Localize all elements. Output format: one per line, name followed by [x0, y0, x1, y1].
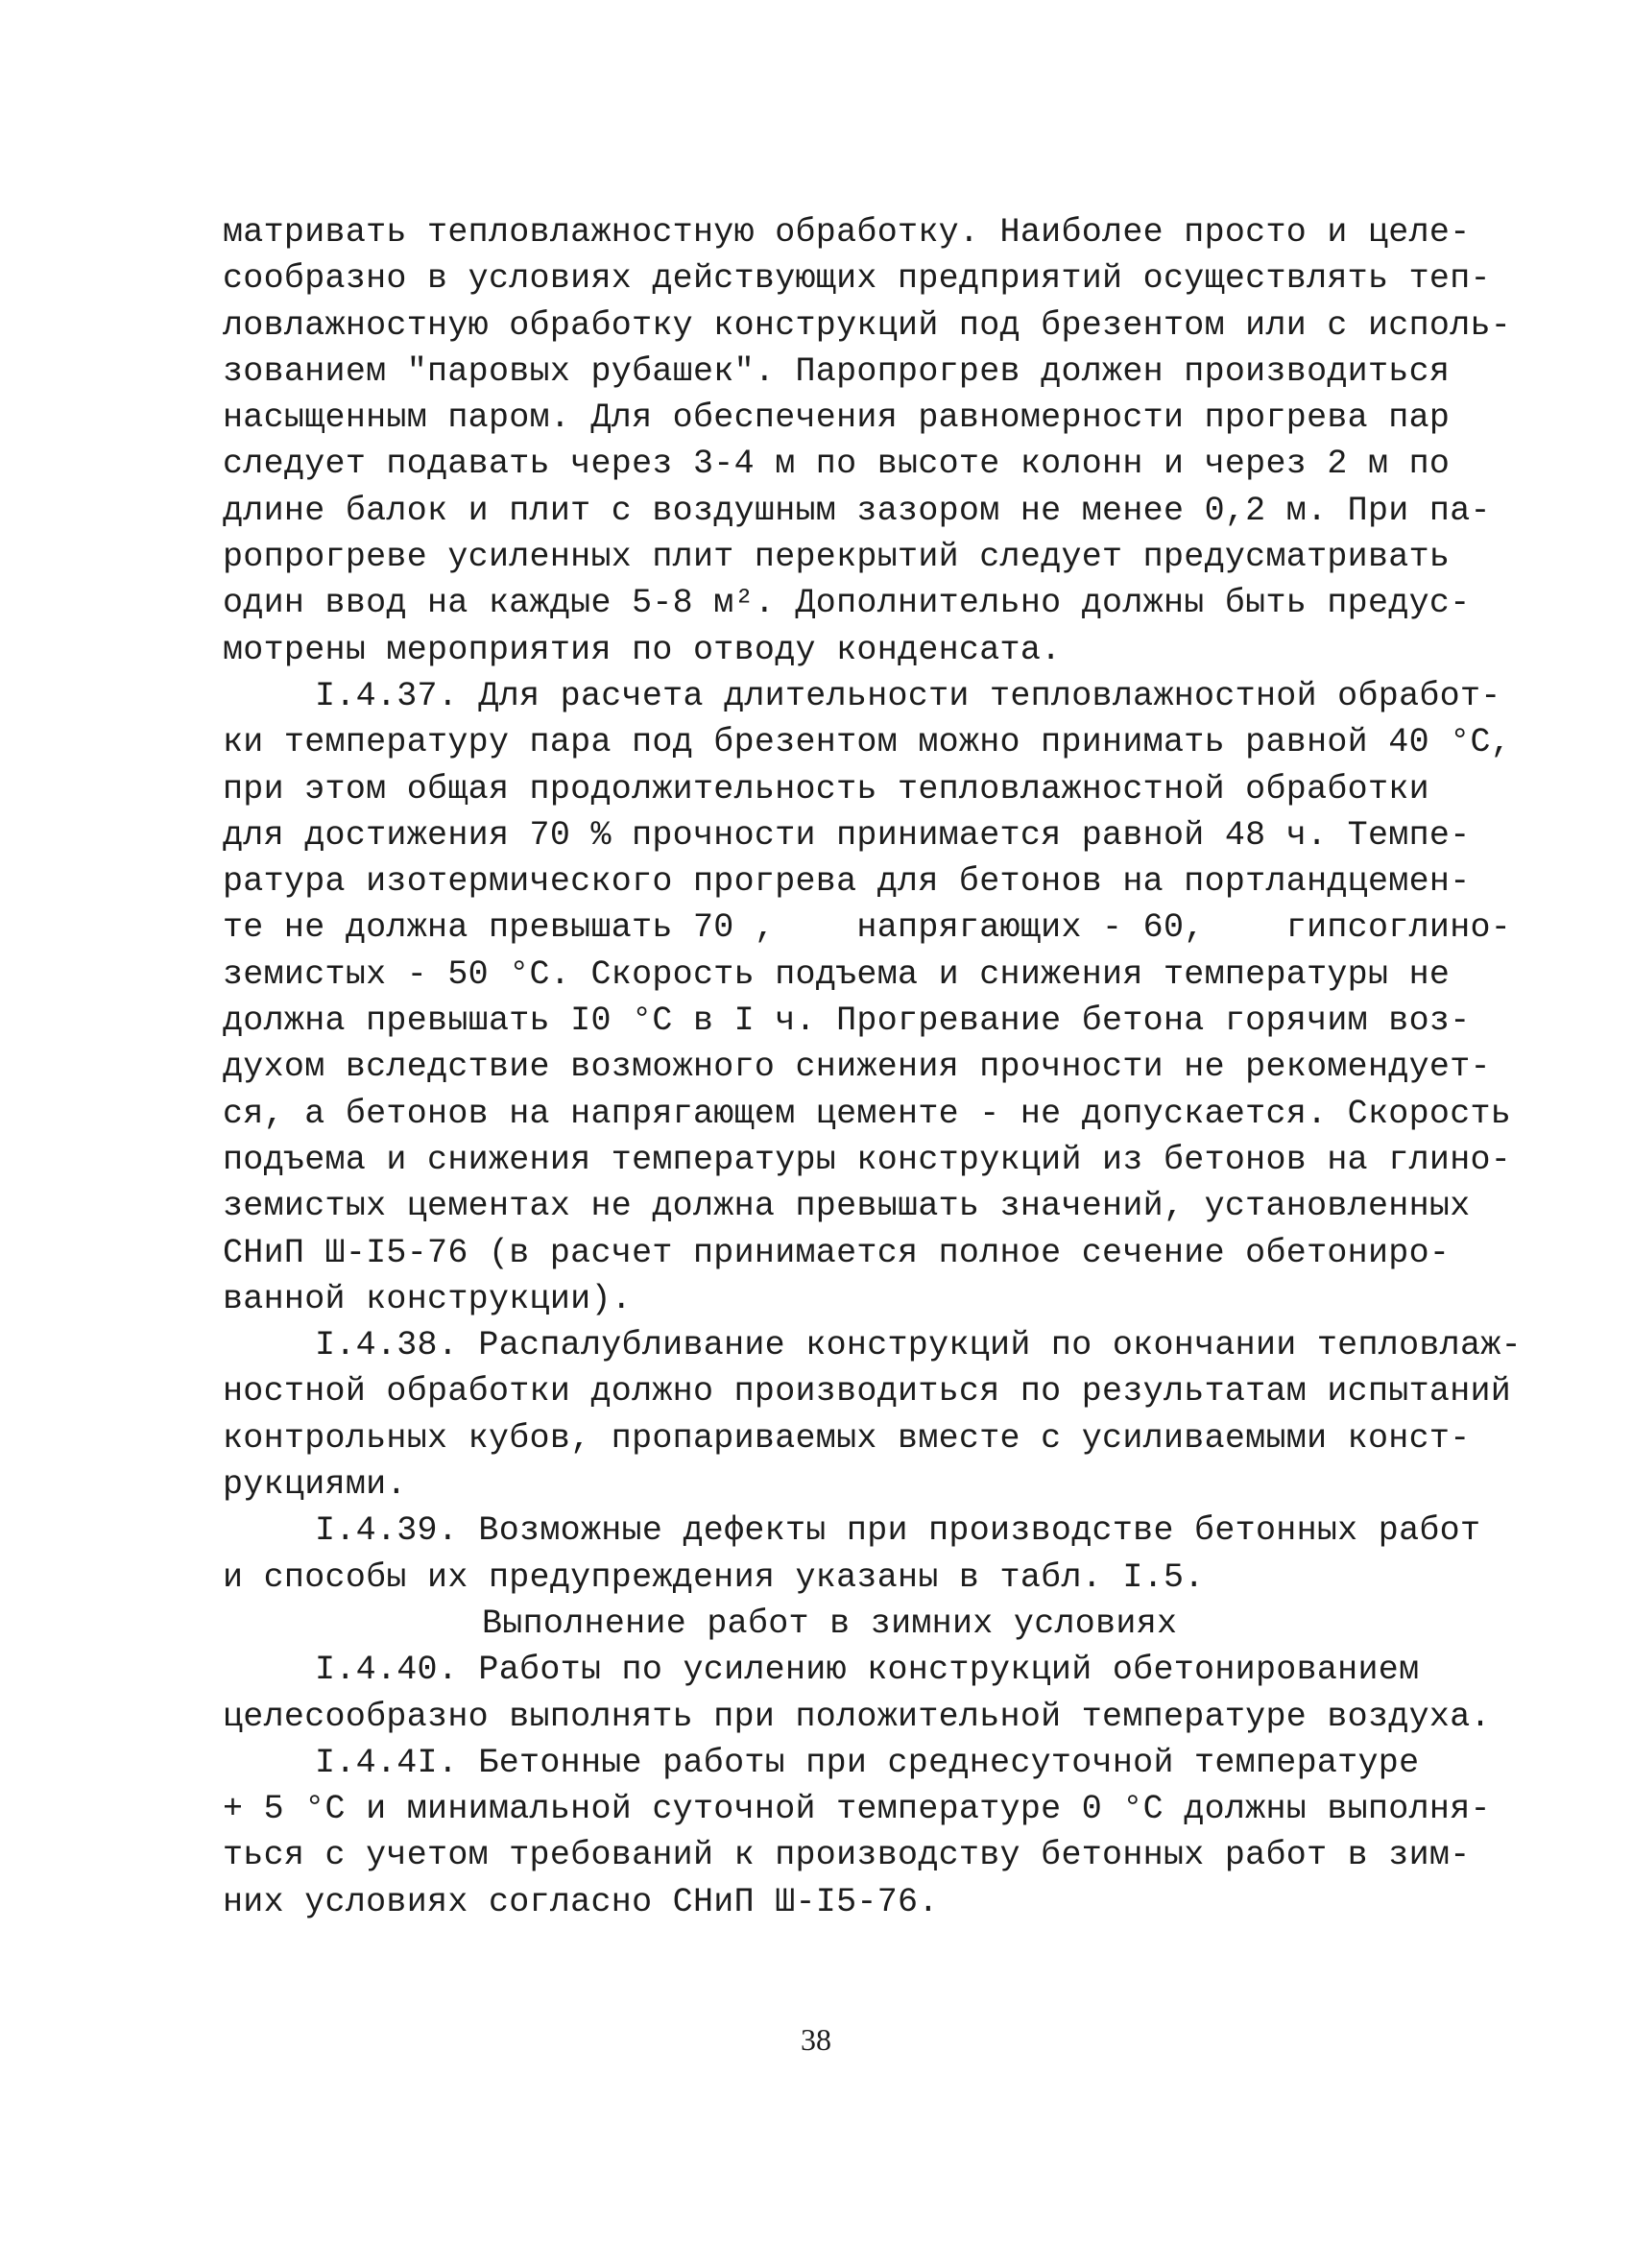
- text-line: мотрены мероприятия по отводу конденсата.: [223, 630, 1062, 669]
- text-line: насыщенным паром. Для обеспечения равномерности прогрева пар: [223, 398, 1451, 438]
- text-line: ловлажностную обработку конструкций под брезентом или с исполь-: [223, 305, 1512, 345]
- paragraph-1-4-40-start: I.4.40. Работы по усилению конструкций обетонированием: [315, 1651, 1420, 1690]
- text-line: ки температуру пара под брезентом можно принимать равной 40 °С,: [223, 723, 1512, 762]
- text-line: следует подавать через 3-4 м по высоте колонн и через 2 м по: [223, 445, 1451, 484]
- paragraph-1-4-39-start: I.4.39. Возможные дефекты при производстве бетонных работ: [315, 1511, 1481, 1551]
- text-line: должна превышать I0 °С в I ч. Прогревание бетона горячим воз-: [223, 1001, 1471, 1041]
- text-line: и способы их предупреждения указаны в табл. I.5.: [223, 1557, 1205, 1597]
- paragraph-1-4-37-start: I.4.37. Для расчета длительности тепловлажностной обработ-: [315, 676, 1501, 715]
- text-line: СНиП Ш-I5-76 (в расчет принимается полное сечение обетониро-: [223, 1233, 1451, 1272]
- text-line: ться с учетом требований к производству бетонных работ в зим-: [223, 1836, 1471, 1875]
- text-line: для достижения 70 % прочности принимается равной 48 ч. Темпе-: [223, 815, 1471, 855]
- text-line: один ввод на каждые 5-8 м². Дополнительно должны быть предус-: [223, 584, 1471, 623]
- body-text: [223, 209, 1522, 1925]
- text-line: рукциями.: [223, 1465, 407, 1505]
- text-line: сообразно в условиях действующих предприятий осуществлять теп-: [223, 259, 1491, 299]
- text-line: при этом общая продолжительность тепловлажностной обработки: [223, 769, 1429, 808]
- text-line: ропрогреве усиленных плит перекрытий следует предусматривать: [223, 538, 1451, 577]
- text-line: духом вследствие возможного снижения прочности не рекомендует-: [223, 1048, 1491, 1087]
- text-line: земистых цементах не должна превышать значений, установленных: [223, 1187, 1471, 1226]
- paragraph-1-4-41-start: I.4.4I. Бетонные работы при среднесуточной температуре: [315, 1743, 1420, 1782]
- page-number: 38: [801, 2022, 831, 2057]
- text-line: + 5 °С и минимальной суточной температуре 0 °С должны выполня-: [223, 1790, 1491, 1829]
- paragraph-1-4-38-start: I.4.38. Распалубливание конструкций по окончании тепловлаж-: [315, 1326, 1522, 1365]
- text-line: целесообразно выполнять при положительной температуре воздуха.: [223, 1697, 1491, 1736]
- text-line: ностной обработки должно производиться по результатам испытаний: [223, 1372, 1512, 1411]
- text-line: ся, а бетонов на напрягающем цементе - не допускается. Скорость: [223, 1094, 1512, 1133]
- text-line: зованием "паровых рубашек". Паропрогрев должен производиться: [223, 351, 1451, 391]
- section-heading: Выполнение работ в зимних условиях: [482, 1604, 1178, 1643]
- text-line: земистых - 50 °С. Скорость подъема и снижения температуры не: [223, 954, 1451, 994]
- text-line: ванной конструкции).: [223, 1279, 633, 1318]
- text-line: матривать тепловлажностную обработку. Наиболее просто и целе-: [223, 213, 1471, 252]
- text-line: ратура изотермического прогрева для бетонов на портландцемен-: [223, 862, 1471, 902]
- text-line: подъема и снижения температуры конструкций из бетонов на глино-: [223, 1140, 1512, 1179]
- text-line: контрольных кубов, пропариваемых вместе с усиливаемыми конст-: [223, 1418, 1471, 1458]
- text-line: те не должна превышать 70 , напрягающих - 60, гипсоглино-: [223, 908, 1512, 948]
- text-line: длине балок и плит с воздушным зазором не менее 0,2 м. При па-: [223, 491, 1491, 530]
- text-line: них условиях согласно СНиП Ш-I5-76.: [223, 1882, 939, 1921]
